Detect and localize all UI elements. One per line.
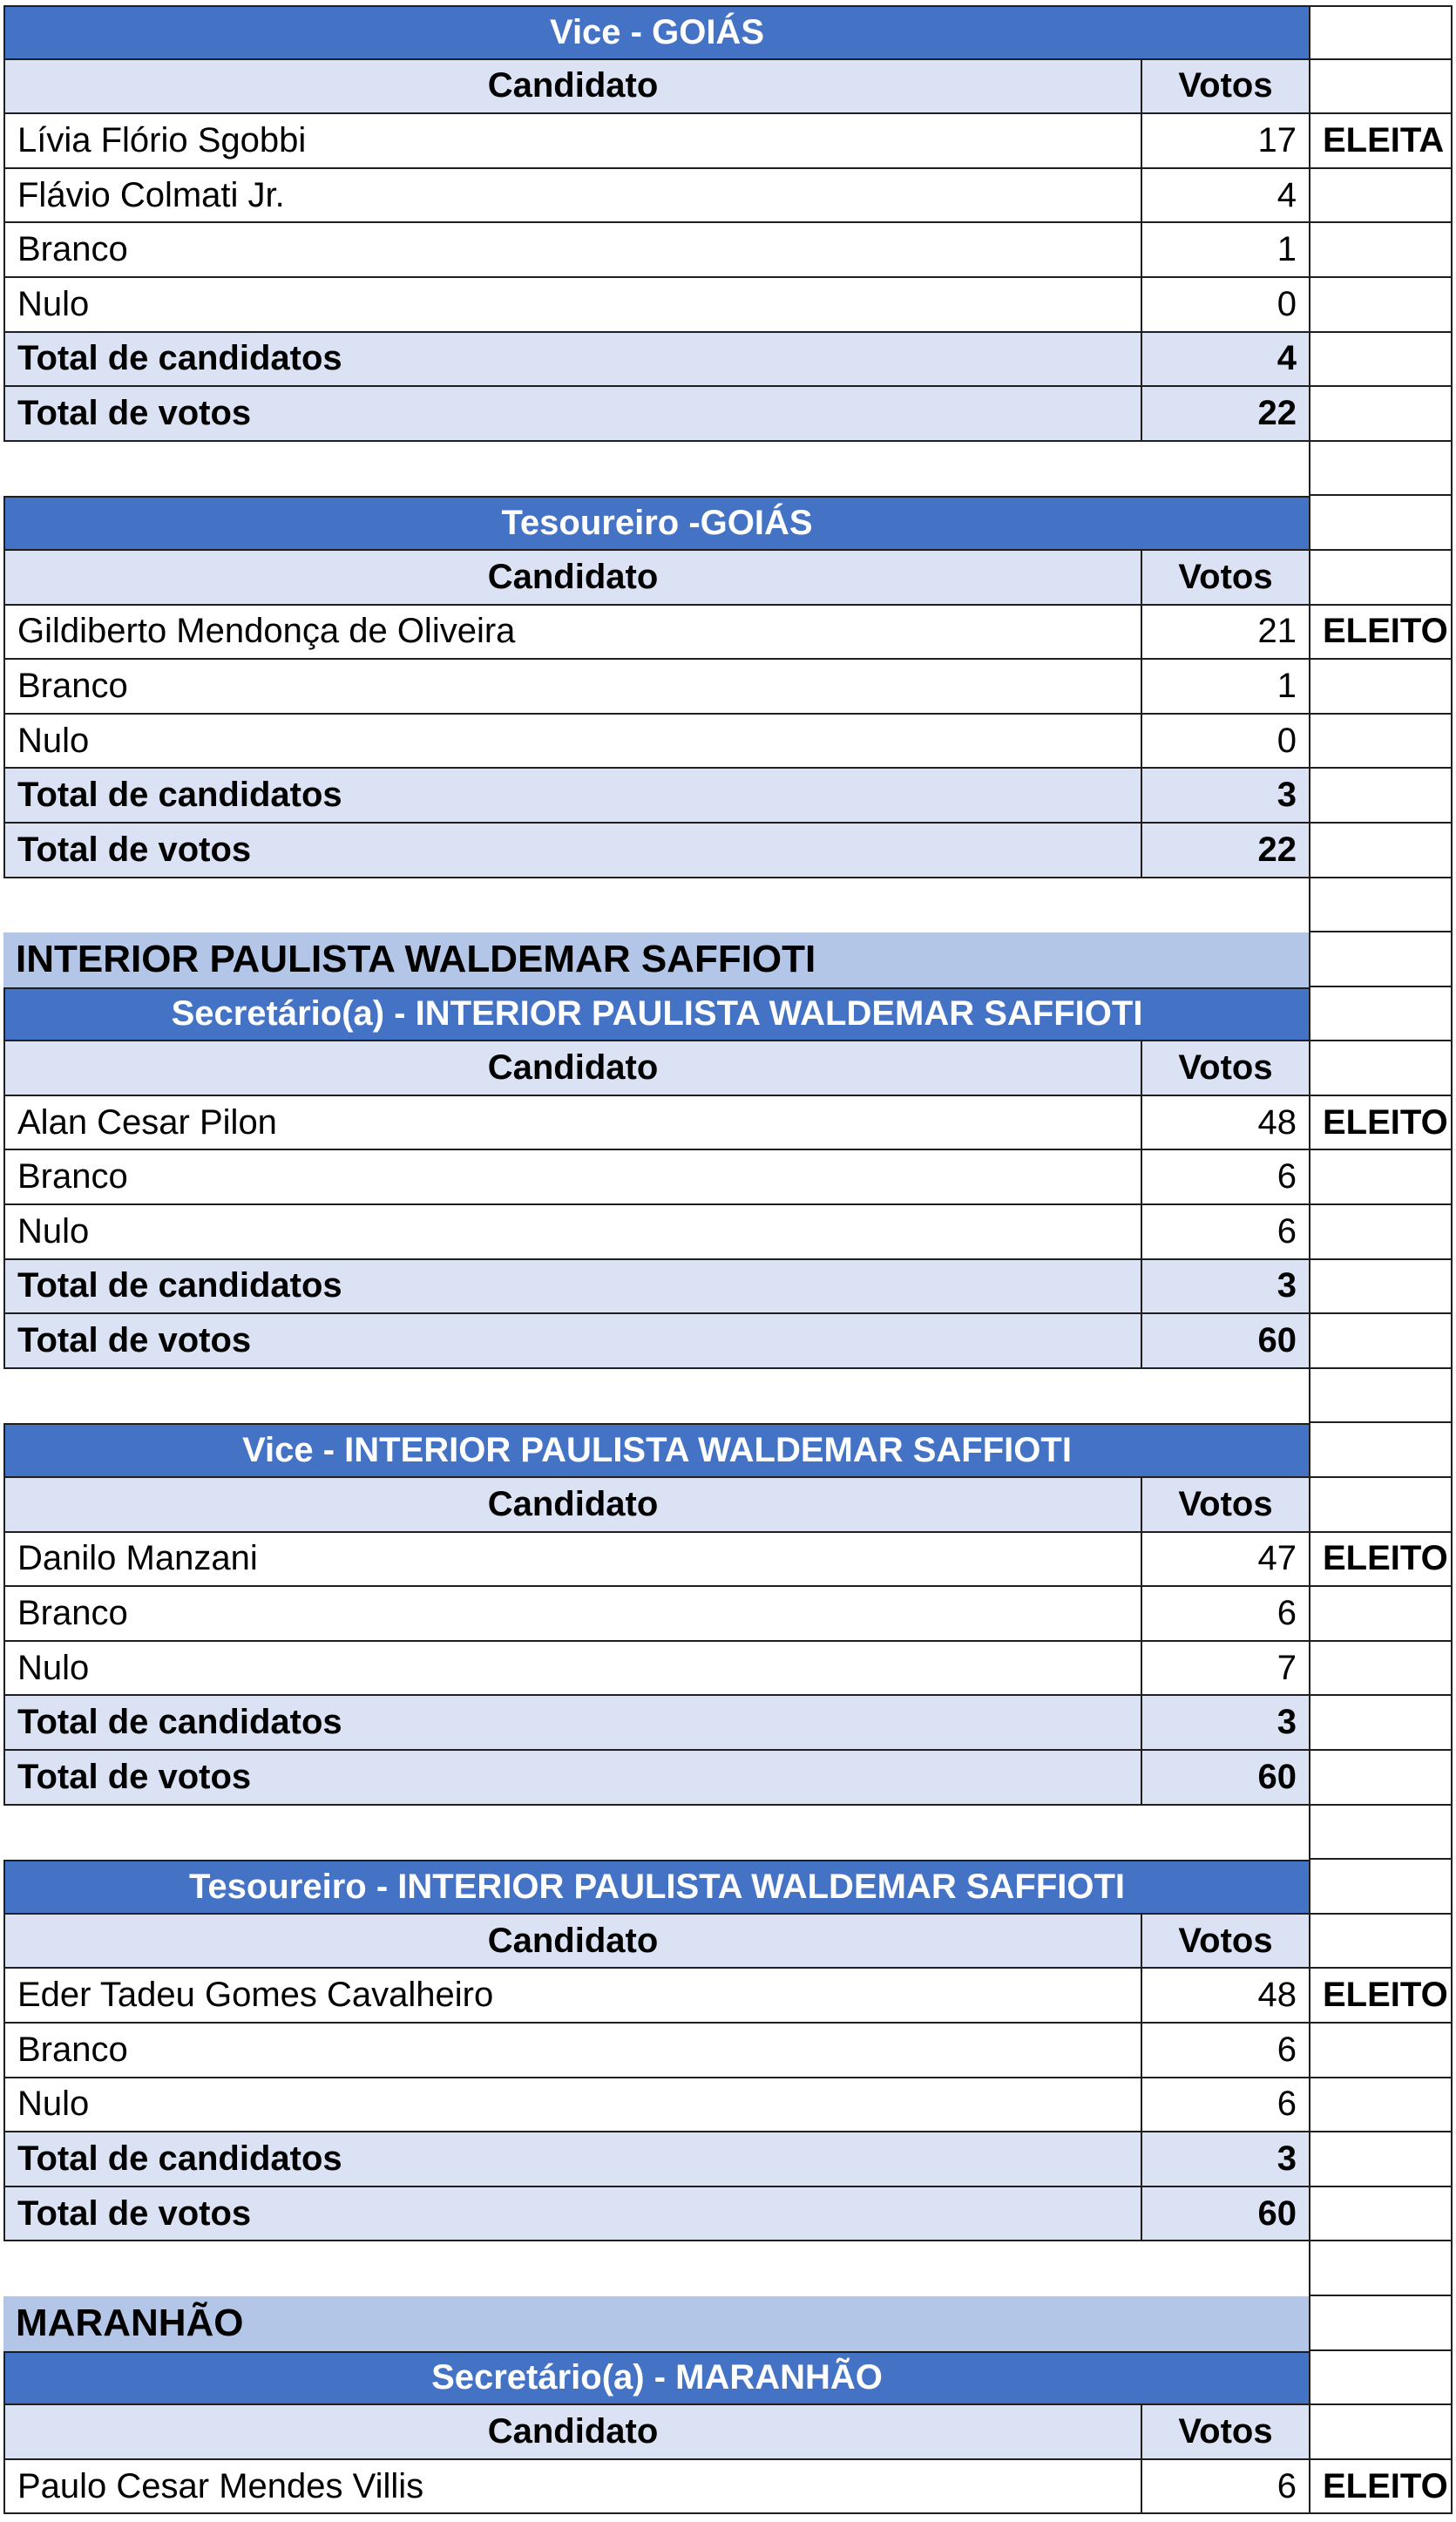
table-header-row: [3, 551, 1453, 606]
table-row: [3, 606, 1453, 661]
candidate-name: Nulo: [3, 715, 1142, 769]
table-row: [3, 223, 1453, 278]
vote-count: 0: [1142, 278, 1309, 333]
total-row: [3, 1314, 1453, 1369]
table-row: [3, 1533, 1453, 1588]
spacer-row: [3, 442, 1453, 497]
candidate-name: Flávio Colmati Jr.: [3, 169, 1142, 224]
votes-column-header: Votos: [1142, 551, 1309, 606]
table-row: [3, 1587, 1453, 1642]
table-title: Secretário(a) - MARANHÃO: [3, 2351, 1309, 2406]
table-header-row: [3, 1478, 1453, 1533]
status-cell: [1309, 715, 1453, 769]
candidate-name: Eder Tadeu Gomes Cavalheiro: [3, 1969, 1142, 2024]
status-cell: [1309, 769, 1453, 824]
status-cell: [1309, 278, 1453, 333]
status-cell: [1309, 1478, 1453, 1533]
table-row: [3, 660, 1453, 715]
table-header-row: [3, 1915, 1453, 1969]
candidate-name: Danilo Manzani: [3, 1533, 1142, 1588]
table-row: [3, 1205, 1453, 1260]
candidate-name: Nulo: [3, 2078, 1142, 2133]
status-cell: ELEITA: [1309, 114, 1453, 169]
votes-column-header: Votos: [1142, 60, 1309, 115]
status-cell: [1309, 1696, 1453, 1751]
status-cell: [1309, 1423, 1453, 1478]
vote-count: 47: [1142, 1533, 1309, 1588]
empty-cell: [1142, 1369, 1309, 1424]
total-value: 60: [1142, 1314, 1309, 1369]
total-value: 4: [1142, 333, 1309, 388]
status-cell: ELEITO: [1309, 606, 1453, 661]
status-cell: [1309, 387, 1453, 442]
status-cell: ELEITO: [1309, 1969, 1453, 2024]
table-title: Vice - INTERIOR PAULISTA WALDEMAR SAFFIOTI: [3, 1423, 1309, 1478]
table-title-row: [3, 1860, 1453, 1915]
total-row: [3, 1260, 1453, 1315]
votes-column-header: Votos: [1142, 1478, 1309, 1533]
table-title-row: [3, 1423, 1453, 1478]
total-label: Total de candidatos: [3, 333, 1142, 388]
total-value: 3: [1142, 1696, 1309, 1751]
status-cell: [1309, 1806, 1453, 1861]
total-row: [3, 333, 1453, 388]
total-label: Total de candidatos: [3, 1696, 1142, 1751]
vote-count: 17: [1142, 114, 1309, 169]
table-row: [3, 278, 1453, 333]
total-label: Total de candidatos: [3, 1260, 1142, 1315]
spacer-row: [3, 2241, 1453, 2296]
table-row: [3, 114, 1453, 169]
vote-count: 6: [1142, 2460, 1309, 2515]
status-cell: [1309, 987, 1453, 1042]
total-value: 3: [1142, 2132, 1309, 2187]
vote-count: 1: [1142, 223, 1309, 278]
candidate-name: Nulo: [3, 1205, 1142, 1260]
empty-cell: [3, 1369, 1142, 1424]
total-row: [3, 387, 1453, 442]
status-cell: [1309, 1751, 1453, 1806]
status-cell: [1309, 1369, 1453, 1424]
status-cell: [1309, 932, 1453, 987]
votes-column-header: Votos: [1142, 1041, 1309, 1096]
total-label: Total de votos: [3, 1314, 1142, 1369]
candidate-name: Gildiberto Mendonça de Oliveira: [3, 606, 1142, 661]
candidate-name: Nulo: [3, 1642, 1142, 1697]
status-cell: [1309, 1260, 1453, 1315]
empty-cell: [1142, 2241, 1309, 2296]
candidate-column-header: Candidato: [3, 1041, 1142, 1096]
status-cell: [1309, 2024, 1453, 2078]
status-cell: [1309, 2241, 1453, 2296]
vote-count: 6: [1142, 1587, 1309, 1642]
vote-count: 6: [1142, 2024, 1309, 2078]
status-cell: [1309, 2296, 1453, 2351]
status-cell: [1309, 1915, 1453, 1969]
votes-column-header: Votos: [1142, 2405, 1309, 2460]
total-row: [3, 2132, 1453, 2187]
vote-count: 48: [1142, 1969, 1309, 2024]
status-cell: ELEITO: [1309, 1533, 1453, 1588]
status-cell: [1309, 223, 1453, 278]
vote-count: 48: [1142, 1096, 1309, 1151]
status-cell: [1309, 2351, 1453, 2406]
total-label: Total de candidatos: [3, 2132, 1142, 2187]
table-header-row: [3, 1041, 1453, 1096]
empty-cell: [3, 1806, 1142, 1861]
candidate-column-header: Candidato: [3, 2405, 1142, 2460]
table-row: [3, 1969, 1453, 2024]
status-cell: ELEITO: [1309, 1096, 1453, 1151]
status-cell: [1309, 1642, 1453, 1697]
status-cell: [1309, 1314, 1453, 1369]
status-cell: [1309, 824, 1453, 878]
candidate-column-header: Candidato: [3, 1478, 1142, 1533]
vote-count: 6: [1142, 2078, 1309, 2133]
status-cell: [1309, 660, 1453, 715]
total-value: 3: [1142, 1260, 1309, 1315]
total-value: 60: [1142, 1751, 1309, 1806]
table-row: [3, 1642, 1453, 1697]
candidate-column-header: Candidato: [3, 1915, 1142, 1969]
total-label: Total de votos: [3, 2187, 1142, 2242]
candidate-name: Alan Cesar Pilon: [3, 1096, 1142, 1151]
section-row: [3, 2296, 1453, 2351]
table-title-row: [3, 2351, 1453, 2406]
table-title: Tesoureiro -GOIÁS: [3, 496, 1309, 551]
section-row: [3, 932, 1453, 987]
vote-count: 0: [1142, 715, 1309, 769]
vote-count: 6: [1142, 1150, 1309, 1205]
empty-cell: [3, 2241, 1142, 2296]
vote-count: 6: [1142, 1205, 1309, 1260]
vote-results-sheet: [3, 5, 1453, 2514]
total-value: 3: [1142, 769, 1309, 824]
status-cell: [1309, 60, 1453, 115]
table-row: [3, 1150, 1453, 1205]
status-cell: [1309, 496, 1453, 551]
total-row: [3, 1696, 1453, 1751]
status-cell: [1309, 1041, 1453, 1096]
status-cell: [1309, 2078, 1453, 2133]
vote-count: 1: [1142, 660, 1309, 715]
table-row: [3, 715, 1453, 769]
table-row: [3, 2460, 1453, 2515]
table-row: [3, 169, 1453, 224]
table-title: Vice - GOIÁS: [3, 5, 1309, 60]
votes-column-header: Votos: [1142, 1915, 1309, 1969]
status-cell: ELEITO: [1309, 2460, 1453, 2515]
status-cell: [1309, 1860, 1453, 1915]
candidate-name: Branco: [3, 660, 1142, 715]
status-cell: [1309, 1150, 1453, 1205]
status-cell: [1309, 5, 1453, 60]
table-title-row: [3, 496, 1453, 551]
vote-count: 21: [1142, 606, 1309, 661]
empty-cell: [3, 442, 1142, 497]
total-row: [3, 1751, 1453, 1806]
candidate-column-header: Candidato: [3, 551, 1142, 606]
status-cell: [1309, 551, 1453, 606]
total-value: 60: [1142, 2187, 1309, 2242]
total-label: Total de votos: [3, 387, 1142, 442]
candidate-name: Paulo Cesar Mendes Villis: [3, 2460, 1142, 2515]
table-row: [3, 1096, 1453, 1151]
table-title: Tesoureiro - INTERIOR PAULISTA WALDEMAR SAFFIOTI: [3, 1860, 1309, 1915]
total-row: [3, 824, 1453, 878]
status-cell: [1309, 2405, 1453, 2460]
candidate-name: Branco: [3, 1150, 1142, 1205]
status-cell: [1309, 2132, 1453, 2187]
total-row: [3, 2187, 1453, 2242]
status-cell: [1309, 2187, 1453, 2242]
total-value: 22: [1142, 824, 1309, 878]
status-cell: [1309, 169, 1453, 224]
table-row: [3, 2024, 1453, 2078]
status-cell: [1309, 1587, 1453, 1642]
empty-cell: [1142, 878, 1309, 933]
status-cell: [1309, 878, 1453, 933]
candidate-name: Branco: [3, 223, 1142, 278]
table-header-row: [3, 2405, 1453, 2460]
section-heading: MARANHÃO: [3, 2296, 1309, 2351]
table-title-row: [3, 5, 1453, 60]
empty-cell: [3, 878, 1142, 933]
empty-cell: [1142, 442, 1309, 497]
table-row: [3, 2078, 1453, 2133]
total-label: Total de votos: [3, 824, 1142, 878]
vote-count: 7: [1142, 1642, 1309, 1697]
spacer-row: [3, 1369, 1453, 1424]
total-value: 22: [1142, 387, 1309, 442]
total-row: [3, 769, 1453, 824]
status-cell: [1309, 1205, 1453, 1260]
table-title-row: [3, 987, 1453, 1042]
table-header-row: [3, 60, 1453, 115]
table-title: Secretário(a) - INTERIOR PAULISTA WALDEMAR SAFFIOTI: [3, 987, 1309, 1042]
candidate-name: Branco: [3, 2024, 1142, 2078]
status-cell: [1309, 442, 1453, 497]
candidate-name: Branco: [3, 1587, 1142, 1642]
candidate-name: Nulo: [3, 278, 1142, 333]
spacer-row: [3, 1806, 1453, 1861]
total-label: Total de candidatos: [3, 769, 1142, 824]
total-label: Total de votos: [3, 1751, 1142, 1806]
spacer-row: [3, 878, 1453, 933]
section-heading: INTERIOR PAULISTA WALDEMAR SAFFIOTI: [3, 932, 1309, 987]
candidate-column-header: Candidato: [3, 60, 1142, 115]
vote-count: 4: [1142, 169, 1309, 224]
empty-cell: [1142, 1806, 1309, 1861]
status-cell: [1309, 333, 1453, 388]
candidate-name: Lívia Flório Sgobbi: [3, 114, 1142, 169]
